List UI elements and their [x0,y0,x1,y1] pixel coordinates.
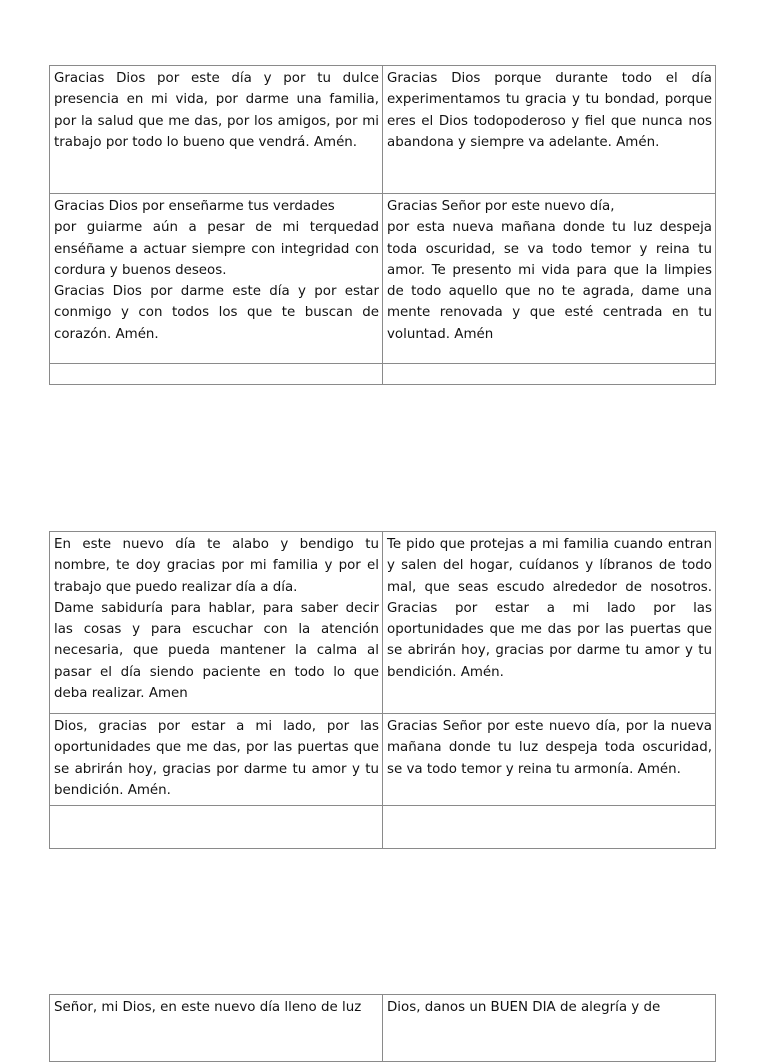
prayer-text: Gracias Dios por darme este día y por estar conmigo y con todos los que te buscan de corazón. Amén. [54,284,379,342]
prayer-text: Gracias Dios por enseñarme tus verdades [54,199,335,214]
prayer-cell [50,66,383,194]
prayer-text: Dios, gracias por estar a mi lado, por las oportunidades que me das, por las puertas que se abrirán hoy, gracias por darme tu amor y tu bendición. Amén. [54,719,379,798]
prayer-text: por esta nueva mañana donde tu luz despeja toda oscuridad, se va todo temor y reina tu amor. Te presento mi vida para que la limpies de todo aquello que no te agrada, dame una mente renovada y que esté centrada en tu voluntad. Amén [387,220,712,342]
prayer-text: Señor, mi Dios, en este nuevo día lleno de luz [54,1000,362,1015]
prayer-cell [383,532,716,714]
prayer-cell [383,194,716,364]
table-row [50,806,716,849]
prayer-cell [383,714,716,806]
empty-cell [50,364,383,385]
table-row [50,194,716,364]
table-row [50,714,716,806]
empty-cell [50,806,383,849]
prayer-table-3 [49,994,716,1062]
prayer-text: Gracias Señor por este nuevo día, por la nueva mañana donde tu luz despeja toda oscuridad, se va todo temor y reina tu armonía. Amén. [387,719,712,777]
empty-cell [383,364,716,385]
prayer-text: por guiarme aún a pesar de mi terquedad enséñame a actuar siempre con integridad con cordura y buenos deseos. [54,220,379,278]
prayer-cell [50,532,383,714]
prayer-cell [50,194,383,364]
prayer-text: Gracias Dios por este día y por tu dulce presencia en mi vida, por darme una familia, por la salud que me das, por los amigos, por mi trabajo por todo lo bueno que vendrá. Amén. [54,71,379,150]
table-row [50,364,716,385]
table-row [50,995,716,1062]
prayer-text: En este nuevo día te alabo y bendigo tu nombre, te doy gracias por mi familia y por el trabajo que puedo realizar día a día. [54,537,379,595]
table-row [50,532,716,714]
table-row [50,66,716,194]
prayer-cell [383,995,716,1062]
prayer-table-2 [49,531,716,849]
prayer-cell [50,714,383,806]
prayer-text: Dios, danos un BUEN DIA de alegría y de [387,1000,661,1015]
prayer-table-1 [49,65,716,385]
prayer-text: Te pido que protejas a mi familia cuando entran y salen del hogar, cuídanos y líbranos de todo mal, que seas escudo alrededor de nosotros. Gracias por estar a mi lado por las oportunidades que me das por las puertas que se abrirán hoy, gracias por darme tu amor y tu bendición. Amén. [387,537,712,680]
prayer-text: Dame sabiduría para hablar, para saber decir las cosas y para escuchar con la atención necesaria, que pueda mantener la calma al pasar el día siendo paciente en todo lo que deba realizar. Amen [54,600,379,702]
prayer-cell [383,66,716,194]
empty-cell [383,806,716,849]
prayer-text: Gracias Señor por este nuevo día, [387,199,615,214]
prayer-cell [50,995,383,1062]
prayer-text: Gracias Dios porque durante todo el día experimentamos tu gracia y tu bondad, porque eres el Dios todopoderoso y fiel que nunca nos abandona y siempre va adelante. Amén. [387,71,712,150]
